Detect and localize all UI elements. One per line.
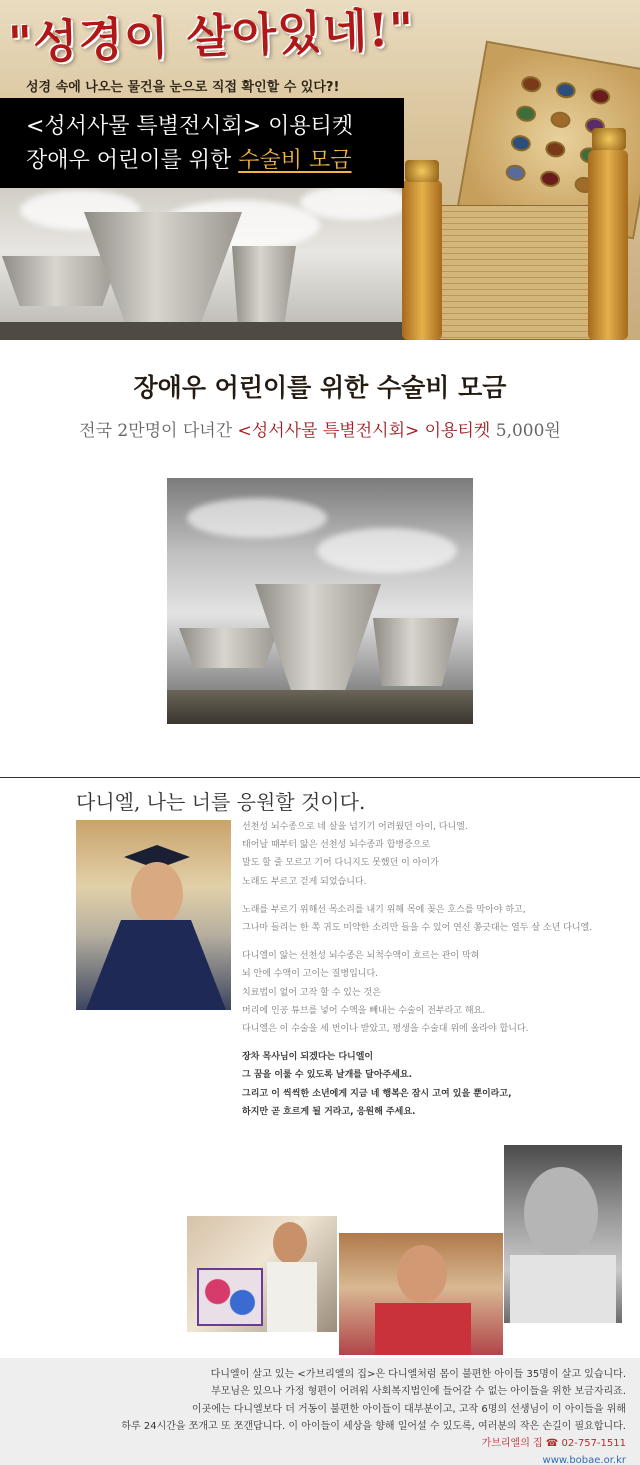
story-paragraph-3: [242, 947, 622, 1038]
story-line: 태어날 때부터 앓은 선천성 뇌수종과 합병증으로: [242, 840, 431, 851]
graduation-gown: [86, 920, 226, 1010]
child-scarf: [510, 1255, 616, 1323]
story-line: 그 꿈을 이룰 수 있도록 날개를 달아주세요.: [242, 1070, 413, 1081]
hero-ground: [0, 322, 430, 340]
hero-title: "성경이 살아있네!": [7, 1, 416, 71]
hero-box-line2-prefix: 장애우 어린이를 위한: [26, 148, 239, 173]
footer-text: [121, 1366, 626, 1465]
footer-line: 이곳에는 다니엘보다 더 거동이 불편한 아이들이 대부분이고, 고작 6명의 선생님이 이 아이들을 위해: [191, 1403, 626, 1415]
graduation-photo: [76, 820, 231, 1010]
hero-title-box: [0, 98, 404, 188]
story-line: 하지만 곧 흐르게 될 거라고, 응원해 주세요.: [242, 1106, 416, 1117]
footer-line: 부모님은 있으나 가정 형편이 어려워 사회복지법인에 들어갈 수 없는 아이들을 위한 보금자리죠.: [211, 1386, 626, 1398]
story-line: 그나마 들리는 한 쪽 귀도 미약한 소리만 들을 수 있어 연신 쫑긋대는 열두 살 소년 다니엘.: [242, 923, 593, 934]
child-face: [273, 1222, 307, 1264]
story-text: [242, 818, 622, 1131]
ticket-subtitle: [0, 416, 640, 441]
ticket-subtitle-highlight: <성서사물 특별전시회> 이용티켓: [237, 421, 491, 441]
story-line: 노래도 부르고 걷게 되었습니다.: [242, 876, 367, 887]
hero-building-left: [2, 256, 120, 306]
story-paragraph-2: [242, 901, 622, 937]
story-line: 뇌 안에 수액이 고이는 질병입니다.: [242, 969, 379, 980]
story-paragraph-1: [242, 818, 622, 891]
story-closing: [242, 1048, 622, 1121]
painting: [197, 1268, 263, 1326]
child-shirt: [375, 1303, 471, 1355]
scroll-cap-right: [592, 128, 626, 150]
child-victory-photo: [339, 1233, 503, 1355]
story-heading: 다니엘, 나는 너를 응원할 것이다.: [76, 790, 366, 814]
footer-contact-line: [121, 1435, 626, 1465]
story-line: 머리에 인공 튜브를 넣어 수액을 빼내는 수술이 전부라고 해요.: [242, 1005, 486, 1016]
footer: [0, 1358, 640, 1465]
scroll-roller-left: [402, 180, 442, 340]
ticket-subtitle-prefix: 전국 2만명이 다녀간: [79, 421, 238, 441]
scroll-cap-left: [405, 160, 439, 182]
child-bw-photo: [504, 1145, 622, 1323]
fundraising-title: 장애우 어린이를 위한 수술비 모금: [133, 373, 507, 402]
hero-box-line2: [26, 144, 404, 178]
story-line: 치료법이 없어 고작 할 수 있는 것은: [242, 987, 381, 998]
story-line: 선천성 뇌수종으로 네 살을 넘기기 어려웠던 아이, 다니엘.: [242, 822, 468, 832]
hero-subtitle: 성경 속에 나오는 물건을 눈으로 직접 확인할 수 있다?!: [26, 80, 340, 95]
child-face: [524, 1167, 598, 1259]
story-line: 다니엘이 앓는 선천성 뇌수종은 뇌척수액이 흐르는 관이 막혀: [242, 951, 480, 962]
child-face: [397, 1245, 447, 1303]
scroll-roller-right: [588, 150, 628, 340]
child-painting-photo: [187, 1216, 337, 1332]
ticket-subtitle-price: 5,000원: [490, 421, 561, 441]
footer-url-link[interactable]: www.bobae.or.kr: [542, 1455, 626, 1465]
hero-box-highlight: 수술비 모금: [238, 148, 352, 173]
footer-phone: 가브리엘의 집 ☎ 02-757-1511: [481, 1438, 626, 1450]
section-divider: [0, 777, 640, 778]
graduation-face: [131, 862, 183, 926]
story-line: 장차 목사님이 되겠다는 다니엘이: [242, 1052, 374, 1063]
footer-line: 하루 24시간을 쪼개고 또 쪼갠답니다. 이 아이들이 세상을 향해 일어설 수 있도록, 여러분의 작은 손길이 필요합니다.: [121, 1420, 626, 1432]
child-body: [267, 1262, 317, 1332]
story-line: 말도 할 줄 모르고 기어 다니지도 못했던 이 아이가: [242, 858, 439, 869]
hero-box-line1: <성서사물 특별전시회> 이용티켓: [26, 114, 354, 139]
footer-line: 다니엘이 살고 있는 <가브리엘의 집>은 다니엘처럼 몸이 불편한 아이들 35명이 살고 있습니다.: [210, 1369, 626, 1380]
story-line: 그리고 이 씩씩한 소년에게 지금 네 행복은 잠시 고여 있을 뿐이라고,: [242, 1088, 512, 1099]
hero-banner: [0, 0, 640, 340]
story-line: 노래를 부르기 위해선 목소리를 내기 위해 목에 꽂은 호스를 막아야 하고,: [242, 904, 526, 915]
museum-photo: [167, 478, 473, 724]
story-line: 다니엘은 이 수술을 세 번이나 받았고, 평생을 수술대 위에 올라야 합니다.: [242, 1024, 529, 1035]
scroll-parchment-image: [435, 205, 595, 340]
